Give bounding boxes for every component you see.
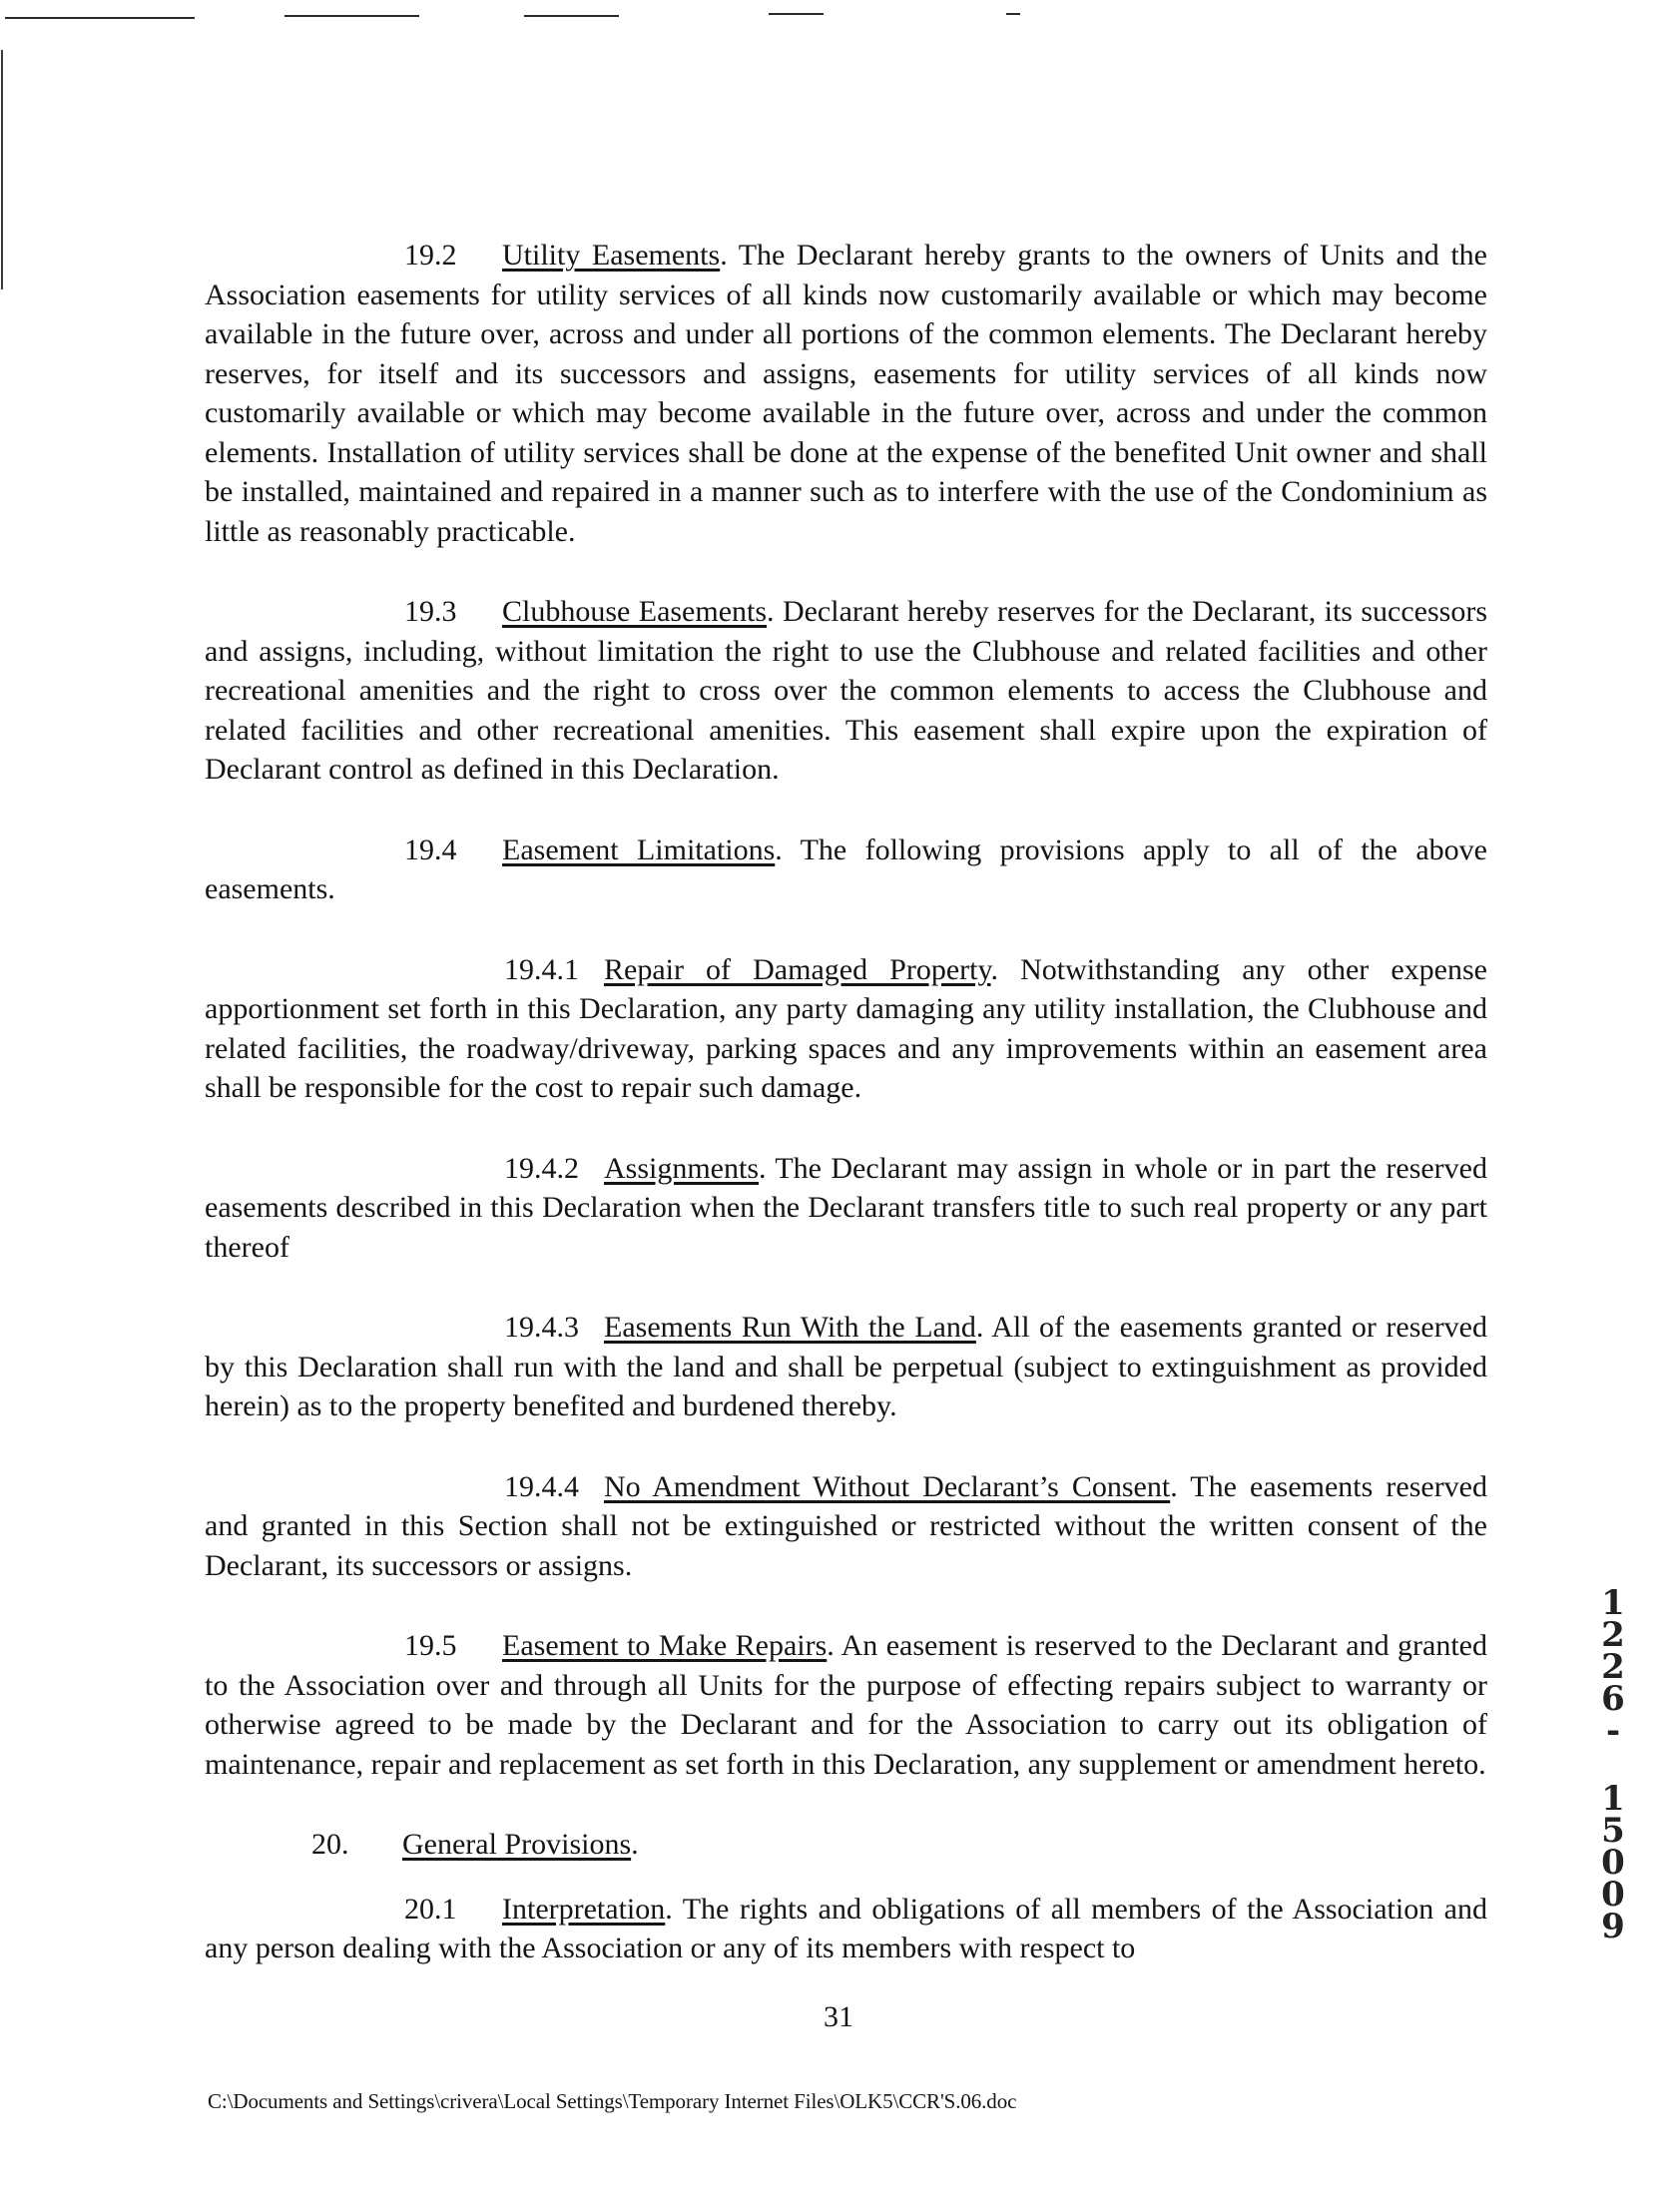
section-heading: Interpretation: [502, 1892, 666, 1926]
section-number: 19.4.4: [504, 1469, 579, 1503]
section-heading: Easement Limitations: [502, 832, 776, 866]
section-heading: Utility Easements: [502, 239, 721, 272]
section-text: . All of the easements granted or reserved by this Declaration shall run with the land and shall be perpetual (subject to extinguishment as provided herein) as to the property benefited and burdened thereby.: [205, 1311, 1487, 1422]
section-heading: Assignments: [604, 1151, 760, 1185]
stamp-digit: 9: [1601, 1907, 1625, 1946]
section-heading: General Provisions: [402, 1828, 632, 1861]
scan-artifact-line: [1006, 13, 1020, 15]
section-20: [205, 1825, 1487, 1865]
section-number: 19.5: [404, 1629, 457, 1662]
scan-artifact-line: [769, 13, 824, 15]
section-number: 19.2: [404, 239, 457, 272]
section-number: 20.1: [404, 1892, 457, 1926]
stamp-digit: 5: [1601, 1811, 1625, 1851]
scan-artifact-line: [284, 15, 419, 17]
section-number: 20.: [311, 1828, 349, 1861]
section-text: . An easement is reserved to the Declarant and granted to the Association over and through all Units for the purpose of effecting repairs subject to warranty or otherwise agreed to be made by the Declarant and for the Association to carry out its obligation of maintenance, repair and replacement as set forth in this Declaration, any supplement or amendment hereto.: [205, 1629, 1487, 1781]
section-text: .: [631, 1828, 639, 1861]
section-text: . Declarant hereby reserves for the Declarant, its successors and assigns, including, without limitation the right to use the Clubhouse and related facilities and other recreational amenities and the right to cross over the common elements to access the Clubhouse and related facilities and other recreational amenities. This easement shall expire upon the expiration of Declarant control as defined in this Declaration.: [205, 595, 1487, 786]
page-number: 31: [824, 2000, 853, 2033]
section-text: . The Declarant hereby grants to the owners of Units and the Association easements for utility services of all kinds now customarily available or which may become available in the future over, across and under all portions of the common elements. The Declarant hereby reserves, for itself and its successors and assigns, easements for utility services of all kinds now customarily available or which may become available in the future over, across and under the common elements. Installation of utility services shall be done at the expense of the benefited Unit owner and shall be installed, maintained and repaired in a manner such as to interfere with the use of the Condominium as little as reasonably practicable.: [205, 239, 1487, 548]
section-20-1: [205, 1890, 1487, 1968]
footer-file-path: C:\Documents and Settings\crivera\Local Settings\Temporary Internet Files\OLK5\CCR'S.06.doc: [208, 2089, 1017, 2113]
section-heading: Easements Run With the Land: [604, 1311, 976, 1344]
section-text: . The rights and obligations of all members of the Association and any person dealing with the Association or any of its members with respect to: [205, 1892, 1487, 1964]
section-19-4-3: [205, 1308, 1487, 1426]
section-heading: Repair of Damaged Property: [604, 952, 991, 986]
section-number: 19.4.1: [504, 952, 579, 986]
stamp-digit: 2: [1601, 1615, 1625, 1655]
section-19-4-4: [205, 1467, 1487, 1586]
scan-artifact-line: [5, 17, 195, 19]
stamp-digit: 0: [1601, 1843, 1625, 1883]
stamp-digit: 2: [1601, 1647, 1625, 1687]
recording-stamp-top: [1593, 1583, 1633, 1751]
section-text: . The Declarant may assign in whole or in part the reserved easements described in this Declaration when the Declarant transfers title to such real property or any part thereof: [205, 1151, 1487, 1264]
section-number: 19.4.2: [504, 1151, 579, 1185]
scan-artifact-edge: [1, 50, 3, 289]
stamp-digit: 1: [1601, 1583, 1625, 1623]
section-19-4: [205, 830, 1487, 909]
recording-stamp-bottom: [1593, 1779, 1633, 1946]
stamp-digit: -: [1605, 1711, 1621, 1751]
section-19-4-2: [205, 1149, 1487, 1268]
section-text: . Notwithstanding any other expense apportionment set forth in this Declaration, any party damaging any utility installation, the Clubhouse and related facilities, the roadway/driveway, parking spaces and any improvements within an easement area shall be responsible for the cost to repair such damage.: [205, 952, 1487, 1104]
document-body: [205, 236, 1487, 2009]
section-number: 19.3: [404, 595, 457, 628]
section-text: . The following provisions apply to all of the above easements.: [205, 832, 1487, 905]
section-heading: Easement to Make Repairs: [502, 1629, 828, 1662]
section-19-4-1: [205, 950, 1487, 1108]
section-19-5: [205, 1626, 1487, 1784]
stamp-digit: 6: [1601, 1679, 1625, 1719]
section-number: 19.4: [404, 832, 457, 866]
scan-artifact-line: [524, 15, 619, 17]
stamp-digit: 1: [1601, 1779, 1625, 1819]
section-heading: No Amendment Without Declarant’s Consent: [604, 1469, 1171, 1503]
section-text: . The easements reserved and granted in this Section shall not be extinguished or restricted without the written consent of the Declarant, its successors or assigns.: [205, 1469, 1487, 1582]
section-19-2: [205, 236, 1487, 551]
section-heading: Clubhouse Easements: [502, 595, 768, 628]
stamp-digit: 0: [1601, 1875, 1625, 1915]
section-number: 19.4.3: [504, 1311, 579, 1344]
section-19-3: [205, 592, 1487, 790]
